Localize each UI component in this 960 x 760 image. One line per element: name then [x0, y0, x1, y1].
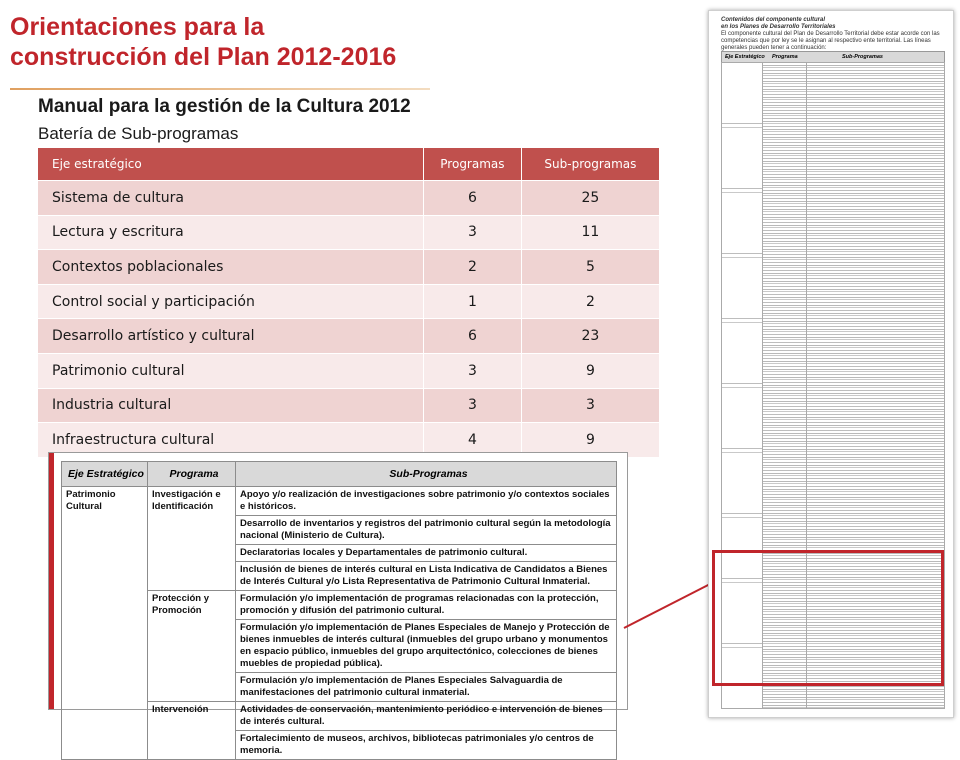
detail-subprograma-cell: Formulación y/o implementación de Planes Especiales de Manejo y Protección de bienes inmuebles de interés cultural (inmuebles del grupo urbano y monumentos en espacio público, inmuebles del grupo arquitectónico, colecciones de bienes muebles de propiedad pública). — [236, 620, 617, 673]
manual-subtitle: Batería de Sub-programas — [38, 124, 239, 143]
thumbnail-heading — [721, 17, 943, 52]
detail-programa-cell: Intervención — [148, 702, 236, 760]
cell-programas: 3 — [424, 353, 522, 388]
page-title — [10, 12, 450, 72]
cell-programas: 6 — [424, 181, 522, 216]
cell-subprogramas: 25 — [521, 181, 659, 216]
thumbnail-heading-line1: Contenidos del componente cultural — [721, 17, 826, 23]
table-row — [38, 284, 660, 319]
table-row — [62, 487, 617, 516]
cell-eje: Lectura y escritura — [38, 215, 424, 250]
cell-subprogramas: 2 — [521, 284, 659, 319]
detail-programa-cell: Investigación e Identificación — [148, 487, 236, 591]
detail-header-row — [62, 462, 617, 487]
cell-eje: Sistema de cultura — [38, 181, 424, 216]
detail-table — [61, 461, 617, 760]
page-title-line1: Orientaciones para la — [10, 13, 265, 41]
thumbnail-intro: El componente cultural del Plan de Desarrollo Territorial debe estar acorde con las competencias que por ley se le asignan al respectivo ente territorial. Las líneas generales pueden tener a continuación: — [721, 31, 940, 51]
table-row — [38, 319, 660, 354]
cell-subprogramas: 11 — [521, 215, 659, 250]
table-row — [38, 250, 660, 285]
cell-programas: 4 — [424, 423, 522, 457]
table-row — [38, 353, 660, 388]
cell-programas: 3 — [424, 215, 522, 250]
cell-subprogramas: 23 — [521, 319, 659, 354]
detail-excerpt — [48, 452, 628, 756]
cell-eje: Patrimonio cultural — [38, 353, 424, 388]
detail-header-programa: Programa — [148, 462, 236, 487]
detail-subprograma-cell: Formulación y/o implementación de programas relacionadas con la protección, promoción y difusión del patrimonio cultural. — [236, 591, 617, 620]
cell-programas: 2 — [424, 250, 522, 285]
table-row — [38, 215, 660, 250]
detail-subprograma-cell: Fortalecimiento de museos, archivos, bibliotecas patrimoniales y/o centros de memoria. — [236, 731, 617, 760]
detail-subprograma-cell: Formulación y/o implementación de Planes Especiales Salvaguardia de manifestaciones del patrimonio cultural inmaterial. — [236, 673, 617, 702]
cell-eje: Infraestructura cultural — [38, 423, 424, 457]
page-title-line2: construcción del Plan 2012-2016 — [10, 43, 397, 71]
cell-eje: Industria cultural — [38, 388, 424, 423]
excerpt-accent-bar — [49, 453, 54, 709]
header-programas: Programas — [424, 148, 522, 181]
thumbnail-header-programa: Programa — [772, 54, 798, 60]
thumbnail-heading-line2: en los Planes de Desarrollo Territoriales — [721, 24, 836, 30]
detail-programa-cell: Protección y Promoción — [148, 591, 236, 702]
detail-subprograma-cell: Declaratorias locales y Departamentales de patrimonio cultural. — [236, 545, 617, 562]
summary-header-row — [38, 148, 660, 181]
cell-subprogramas: 9 — [521, 423, 659, 457]
title-divider — [10, 88, 430, 90]
table-row — [38, 388, 660, 423]
summary-table — [38, 148, 660, 457]
thumbnail-header-eje: Eje Estratégico — [725, 54, 765, 60]
header-subprogramas: Sub-programas — [521, 148, 659, 181]
detail-eje-cell: Patrimonio Cultural — [62, 487, 148, 760]
connector-line — [624, 580, 714, 630]
header-eje: Eje estratégico — [38, 148, 424, 181]
cell-eje: Control social y participación — [38, 284, 424, 319]
cell-subprogramas: 5 — [521, 250, 659, 285]
detail-header-eje: Eje Estratégico — [62, 462, 148, 487]
cell-eje: Desarrollo artístico y cultural — [38, 319, 424, 354]
detail-header-subprogramas: Sub-Programas — [236, 462, 617, 487]
detail-subprograma-cell: Apoyo y/o realización de investigaciones sobre patrimonio y/o contextos sociales e históricos. — [236, 487, 617, 516]
detail-subprograma-cell: Desarrollo de inventarios y registros del patrimonio cultural según la metodología nacional (Ministerio de Cultura). — [236, 516, 617, 545]
detail-subprograma-cell: Inclusión de bienes de interés cultural en Lista Indicativa de Candidatos a Bienes de Interés Cultural y/o Lista Representativa de Patrimonio Cultural Inmaterial. — [236, 562, 617, 591]
table-row — [38, 181, 660, 216]
manual-title: Manual para la gestión de la Cultura 2012 — [38, 96, 411, 117]
cell-eje: Contextos poblacionales — [38, 250, 424, 285]
detail-subprograma-cell: Actividades de conservación, mantenimiento periódico e intervención de bienes de interés cultural. — [236, 702, 617, 731]
cell-programas: 1 — [424, 284, 522, 319]
thumbnail-header-subprogramas: Sub-Programas — [842, 54, 883, 60]
cell-programas: 6 — [424, 319, 522, 354]
cell-subprogramas: 3 — [521, 388, 659, 423]
cell-programas: 3 — [424, 388, 522, 423]
cell-subprogramas: 9 — [521, 353, 659, 388]
highlight-box — [712, 550, 944, 686]
